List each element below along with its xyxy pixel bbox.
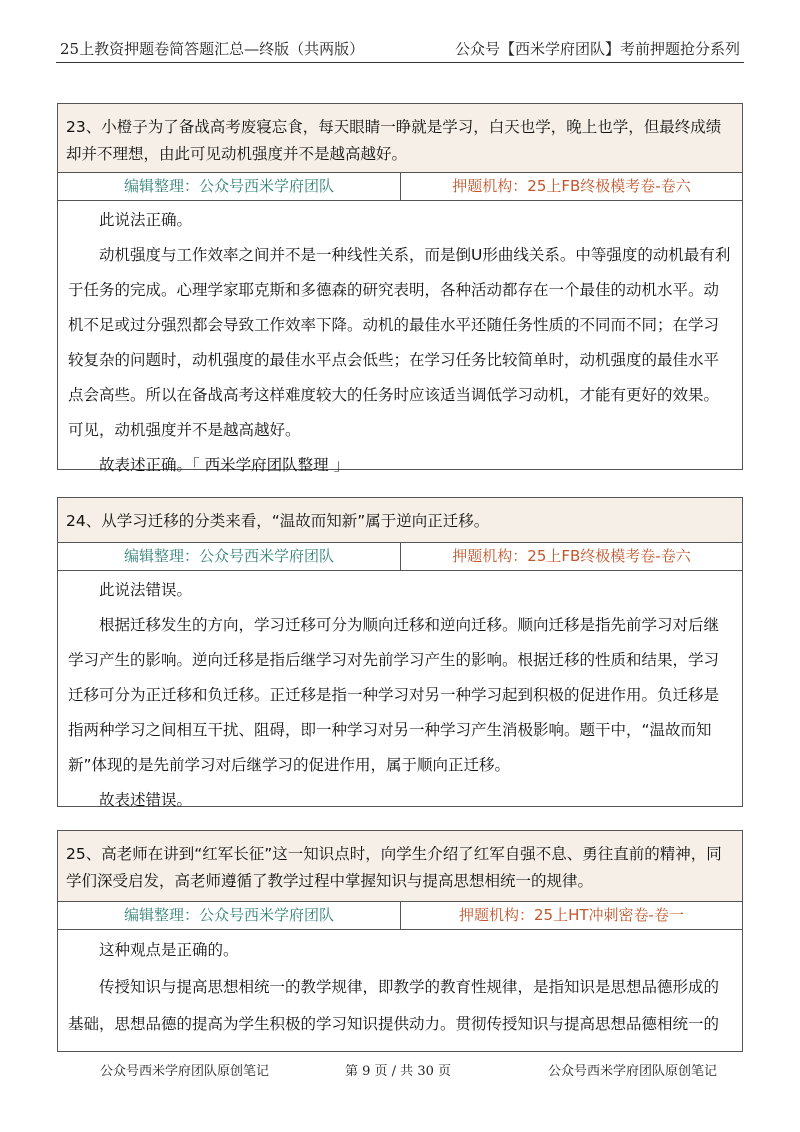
question-source: 押题机构：25上FB终极模考卷-卷六 <box>452 547 691 565</box>
answer-paragraph: 故表述错误。 <box>99 791 193 809</box>
answer-paragraph: 动机强度与工作效率之间并不是一种线性关系，而是倒U形曲线关系。中等强度的动机最有利于任务的完成。心理学家耶克斯和多德森的研究表明，各种活动都存在一个最佳的动机水平。动机不足或过分强烈都会导致工作效率下降。动机的最佳水平还随任务性质的不同而不同；在学习较复杂的问题时，动机强度的最佳水平点会低些；在学习任务比较简单时，动机强度的最佳水平点会高些。所以在备战高考这样难度较大的任务时应该适当调低学习动机，才能有更好的效果。可见，动机强度并不是越高越好。 <box>68 246 731 439</box>
question-title: 25、高老师在讲到“红军长征”这一知识点时，向学生介绍了红军自强不息、勇往直前的精神，同学们深受启发，高老师遵循了教学过程中掌握知识与提高思想相统一的规律。 <box>58 831 742 901</box>
question-source: 押题机构：25上FB终极模考卷-卷六 <box>452 177 691 195</box>
editor-credit: 编辑整理：公众号西米学府团队 <box>58 173 401 200</box>
question-card-23 <box>57 103 743 474</box>
question-meta <box>58 172 742 201</box>
header-doc-title: 25上教资押题卷简答题汇总—终版（共两版） <box>60 40 365 58</box>
question-meta <box>58 542 742 571</box>
editor-credit: 编辑整理：公众号西米学府团队 <box>58 543 401 570</box>
answer-paragraph: 根据迁移发生的方向，学习迁移可分为顺向迁移和逆向迁移。顺向迁移是指先前学习对后继学习产生的影响。逆向迁移是指后继学习对先前学习产生的影响。根据迁移的性质和结果，学习迁移可分为正迁移和负迁移。正迁移是指一种学习对另一种学习起到积极的促进作用。负迁移是指两种学习之间相互干扰、阻碍，即一种学习对另一种学习产生消极影响。题干中，“温故而知新”体现的是先前学习对后继学习的促进作用，属于顺向正迁移。 <box>68 616 720 774</box>
footer-left-note: 公众号西米学府团队原创笔记 <box>100 1064 270 1079</box>
question-title: 24、从学习迁移的分类来看，“温故而知新”属于逆向正迁移。 <box>58 498 742 542</box>
question-source: 押题机构：25上HT冲刺密卷-卷一 <box>459 906 684 924</box>
answer-paragraph: 传授知识与提高思想相统一的教学规律，即教学的教育性规律，是指知识是思想品德形成的基础，思想品德的提高为学生积极的学习知识提供动力。贯彻传授知识与提高思想品德相统一的 <box>68 978 720 1033</box>
answer-body <box>58 930 742 1049</box>
editor-credit: 编辑整理：公众号西米学府团队 <box>58 902 401 929</box>
answer-paragraph: 此说法错误。 <box>99 581 193 599</box>
answer-paragraph: 此说法正确。 <box>99 211 193 229</box>
answer-body <box>58 201 742 489</box>
answer-paragraph: 这种观点是正确的。 <box>99 941 239 959</box>
answer-body <box>58 571 742 824</box>
page-number: 第 9 页 / 共 30 页 <box>345 1064 451 1079</box>
page-header <box>56 28 744 63</box>
footer-right-note: 公众号西米学府团队原创笔记 <box>548 1064 718 1079</box>
question-card-25 <box>57 830 743 1052</box>
answer-paragraph: 故表述正确。「 西米学府团队整理 」 <box>99 456 350 474</box>
page-footer <box>0 1058 800 1082</box>
question-meta <box>58 901 742 930</box>
question-card-24 <box>57 497 743 807</box>
header-series-title: 公众号【西米学府团队】考前押题抢分系列 <box>454 40 740 58</box>
question-title: 23、小橙子为了备战高考废寝忘食，每天眼睛一睁就是学习，白天也学，晚上也学，但最终成绩却并不理想，由此可见动机强度并不是越高越好。 <box>58 104 742 172</box>
